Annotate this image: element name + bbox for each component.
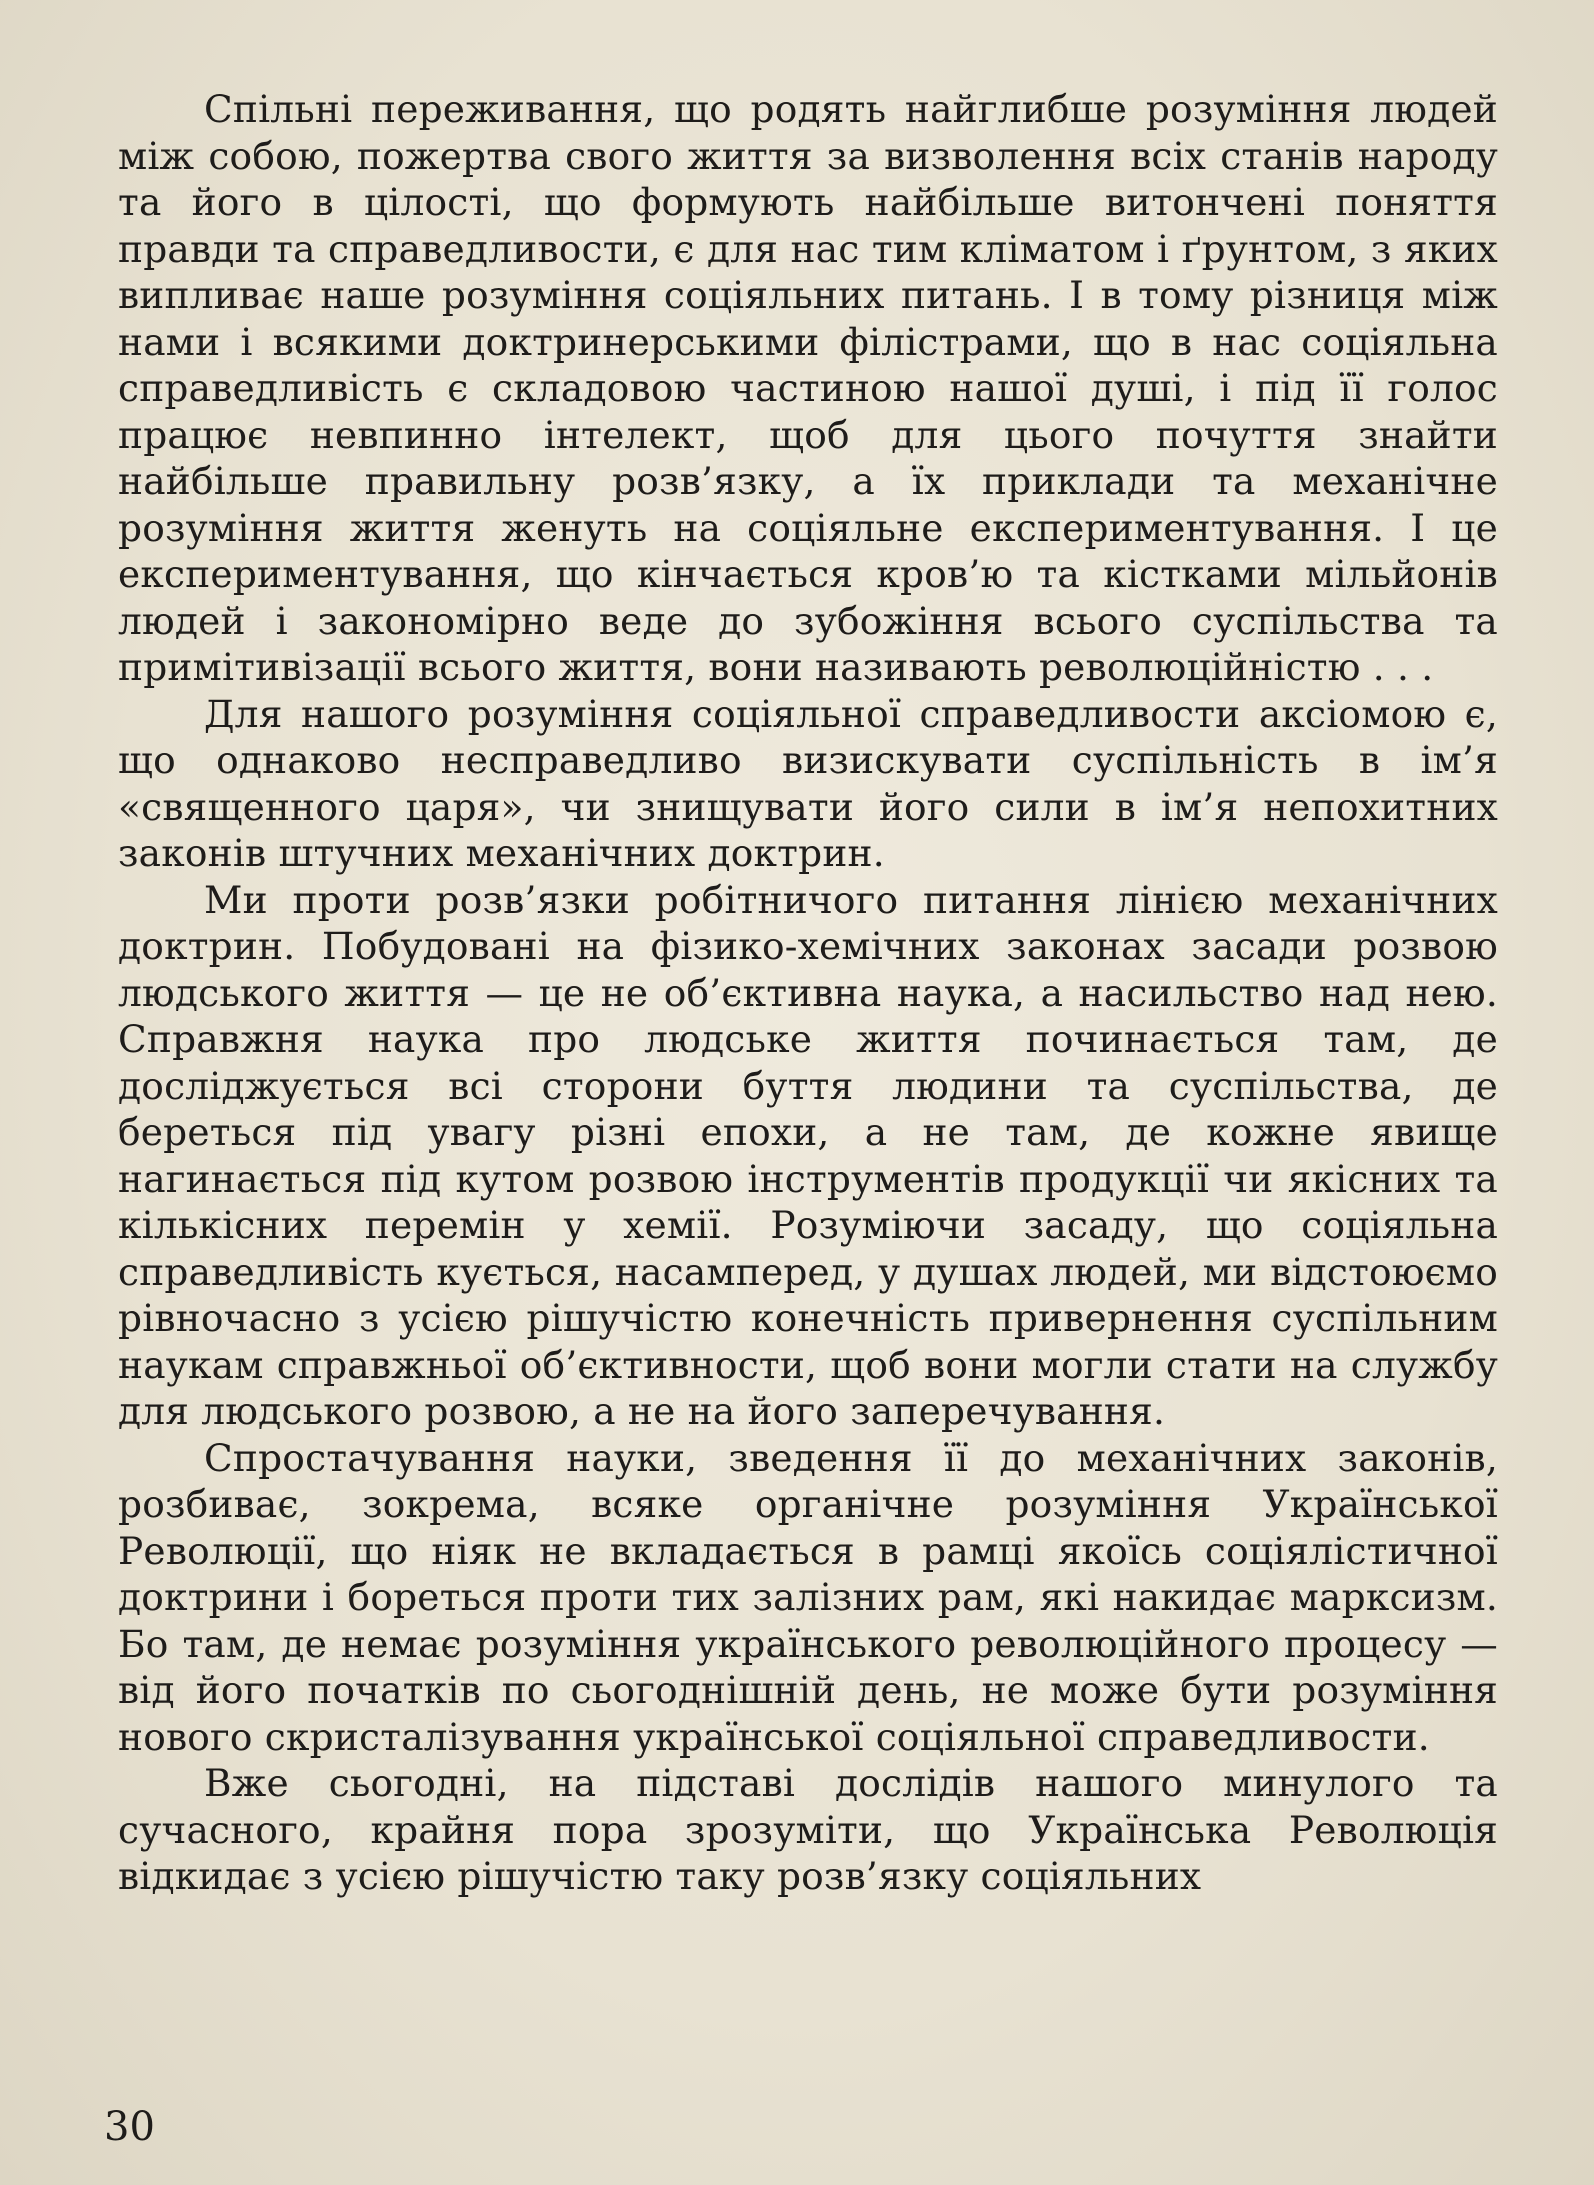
paragraph-2: Для нашого розуміння соціяльної справедливости аксіомою є, що однаково несправедливо визискувати суспільність в ім’я «священного царя», чи знищувати його сили в ім’я непохитних законів штучних механічних доктрин. (118, 691, 1498, 875)
paragraph-1: Спільні переживання, що родять найглибше розуміння людей між собою, пожертва свого життя за визволення всіх станів народу та його в цілості, що формують найбільше витончені поняття правди та справедливости, є для нас тим кліматом і ґрунтом, з яких випливає наше розуміння соціяльних питань. І в тому різниця між нами і всякими доктринерськими філістрами, що в нас соціяльна справедливість є складовою частиною нашої душі, і під її голос працює невпинно інтелект, щоб для цього почуття знайти найбільше правильну розв’язку, а їх приклади та механічне розуміння життя женуть на соціяльне експериментування. І це експериментування, що кінчається кров’ю та кістками мільйонів людей і закономірно веде до зубожіння всього суспільства та примітивізації всього життя, вони називають революційністю . . . (118, 87, 1498, 689)
body-text (118, 86, 1498, 1900)
paragraph-5: Вже сьогодні, на підставі дослідів нашого минулого та сучасного, крайня пора зрозуміти, що Українська Революція відкидає з усією рішучістю таку розв’язку соціяльних (118, 1761, 1498, 1898)
paragraph-3: Ми проти розв’язки робітничого питання лінією механічних доктрин. Побудовані на фізико-хемічних законах засади розвою людського життя — це не об’єктивна наука, а насильство над нею. Справжня наука про людське життя починається там, де досліджується всі сторони буття людини та суспільства, де береться під увагу різні епохи, а не там, де кожне явище нагинається під кутом розвою інструментів продукції чи якісних та кількісних перемін у хемії. Розуміючи засаду, що соціяльна справедливість кується, насамперед, у душах людей, ми відстоюємо рівночасно з усією рішучістю конечність привернення суспільним наукам справжньої об’єктивности, щоб вони могли стати на службу для людського розвою, а не на його заперечування. (118, 877, 1498, 1433)
page-number: 30 (104, 2104, 155, 2150)
paragraph-4: Спростачування науки, зведення її до механічних законів, розбиває, зокрема, всяке органічне розуміння Української Революції, що ніяк не вкладається в рамці якоїсь соціялістичної доктрини і бореться проти тих залізних рам, які накидає марксизм. Бо там, де немає розуміння українського революційного процесу — від його початків по сьогоднішній день, не може бути розуміння нового скристалізування української соціяльної справедливости. (118, 1435, 1498, 1759)
